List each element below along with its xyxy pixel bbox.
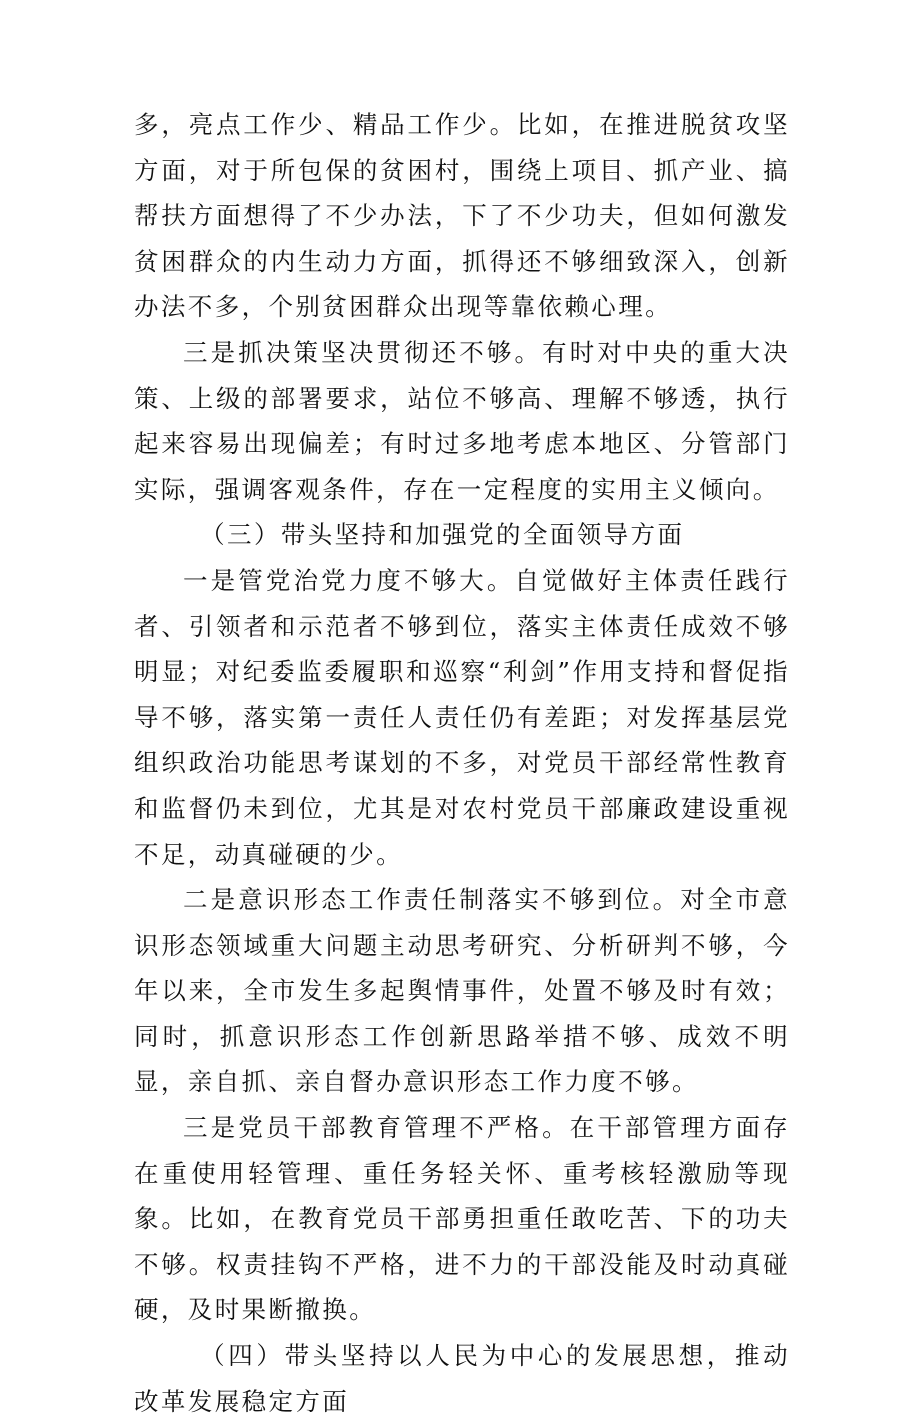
paragraph-point-three-cadre-management: 三是党员干部教育管理不严格。在干部管理方面存在重使用轻管理、重任务轻关怀、重考核轻激励等现象。比如，在教育党员干部勇担重任敢吃苦、下的功夫不够。权责挂钩不严格，进不力的干部没能及时动真碰硬，及时果断撤换。 xyxy=(134,1113,790,1325)
paragraph-point-three-decision: 三是抓决策坚决贯彻还不够。有时对中央的重大决策、上级的部署要求，站位不够高、理解不够透，执行起来容易出现偏差；有时过多地考虑本地区、分管部门实际，强调客观条件，存在一定程度的实用主义倾向。 xyxy=(134,337,790,504)
paragraph-point-one-party-governance: 一是管党治党力度不够大。自觉做好主体责任践行者、引领者和示范者不够到位，落实主体责任成效不够明显；对纪委监委履职和巡察“利剑”作用支持和督促指导不够，落实第一责任人责任仍有差距；对发挥基层党组织政治功能思考谋划的不多，对党员干部经常性教育和监督仍未到位，尤其是对农村党员干部廉政建设重视不足，动真碰硬的少。 xyxy=(134,565,790,869)
paragraph-continuation: 多，亮点工作少、精品工作少。比如，在推进脱贫攻坚方面，对于所包保的贫困村，围绕上项目、抓产业、搞帮扶方面想得了不少办法，下了不少功夫，但如何激发贫困群众的内生动力方面，抓得还不够细致深入，创新办法不多，个别贫困群众出现等靠依赖心理。 xyxy=(134,110,790,322)
paragraph-point-two-ideology: 二是意识形态工作责任制落实不够到位。对全市意识形态领域重大问题主动思考研究、分析研判不够，今年以来，全市发生多起舆情事件，处置不够及时有效；同时，抓意识形态工作创新思路举措不够、成效不明显，亲自抓、亲自督办意识形态工作力度不够。 xyxy=(134,885,790,1097)
section-heading-four: （四）带头坚持以人民为中心的发展思想，推动改革发展稳定方面 xyxy=(134,1341,790,1416)
section-heading-three: （三）带头坚持和加强党的全面领导方面 xyxy=(200,520,685,550)
document-body xyxy=(134,102,790,1424)
